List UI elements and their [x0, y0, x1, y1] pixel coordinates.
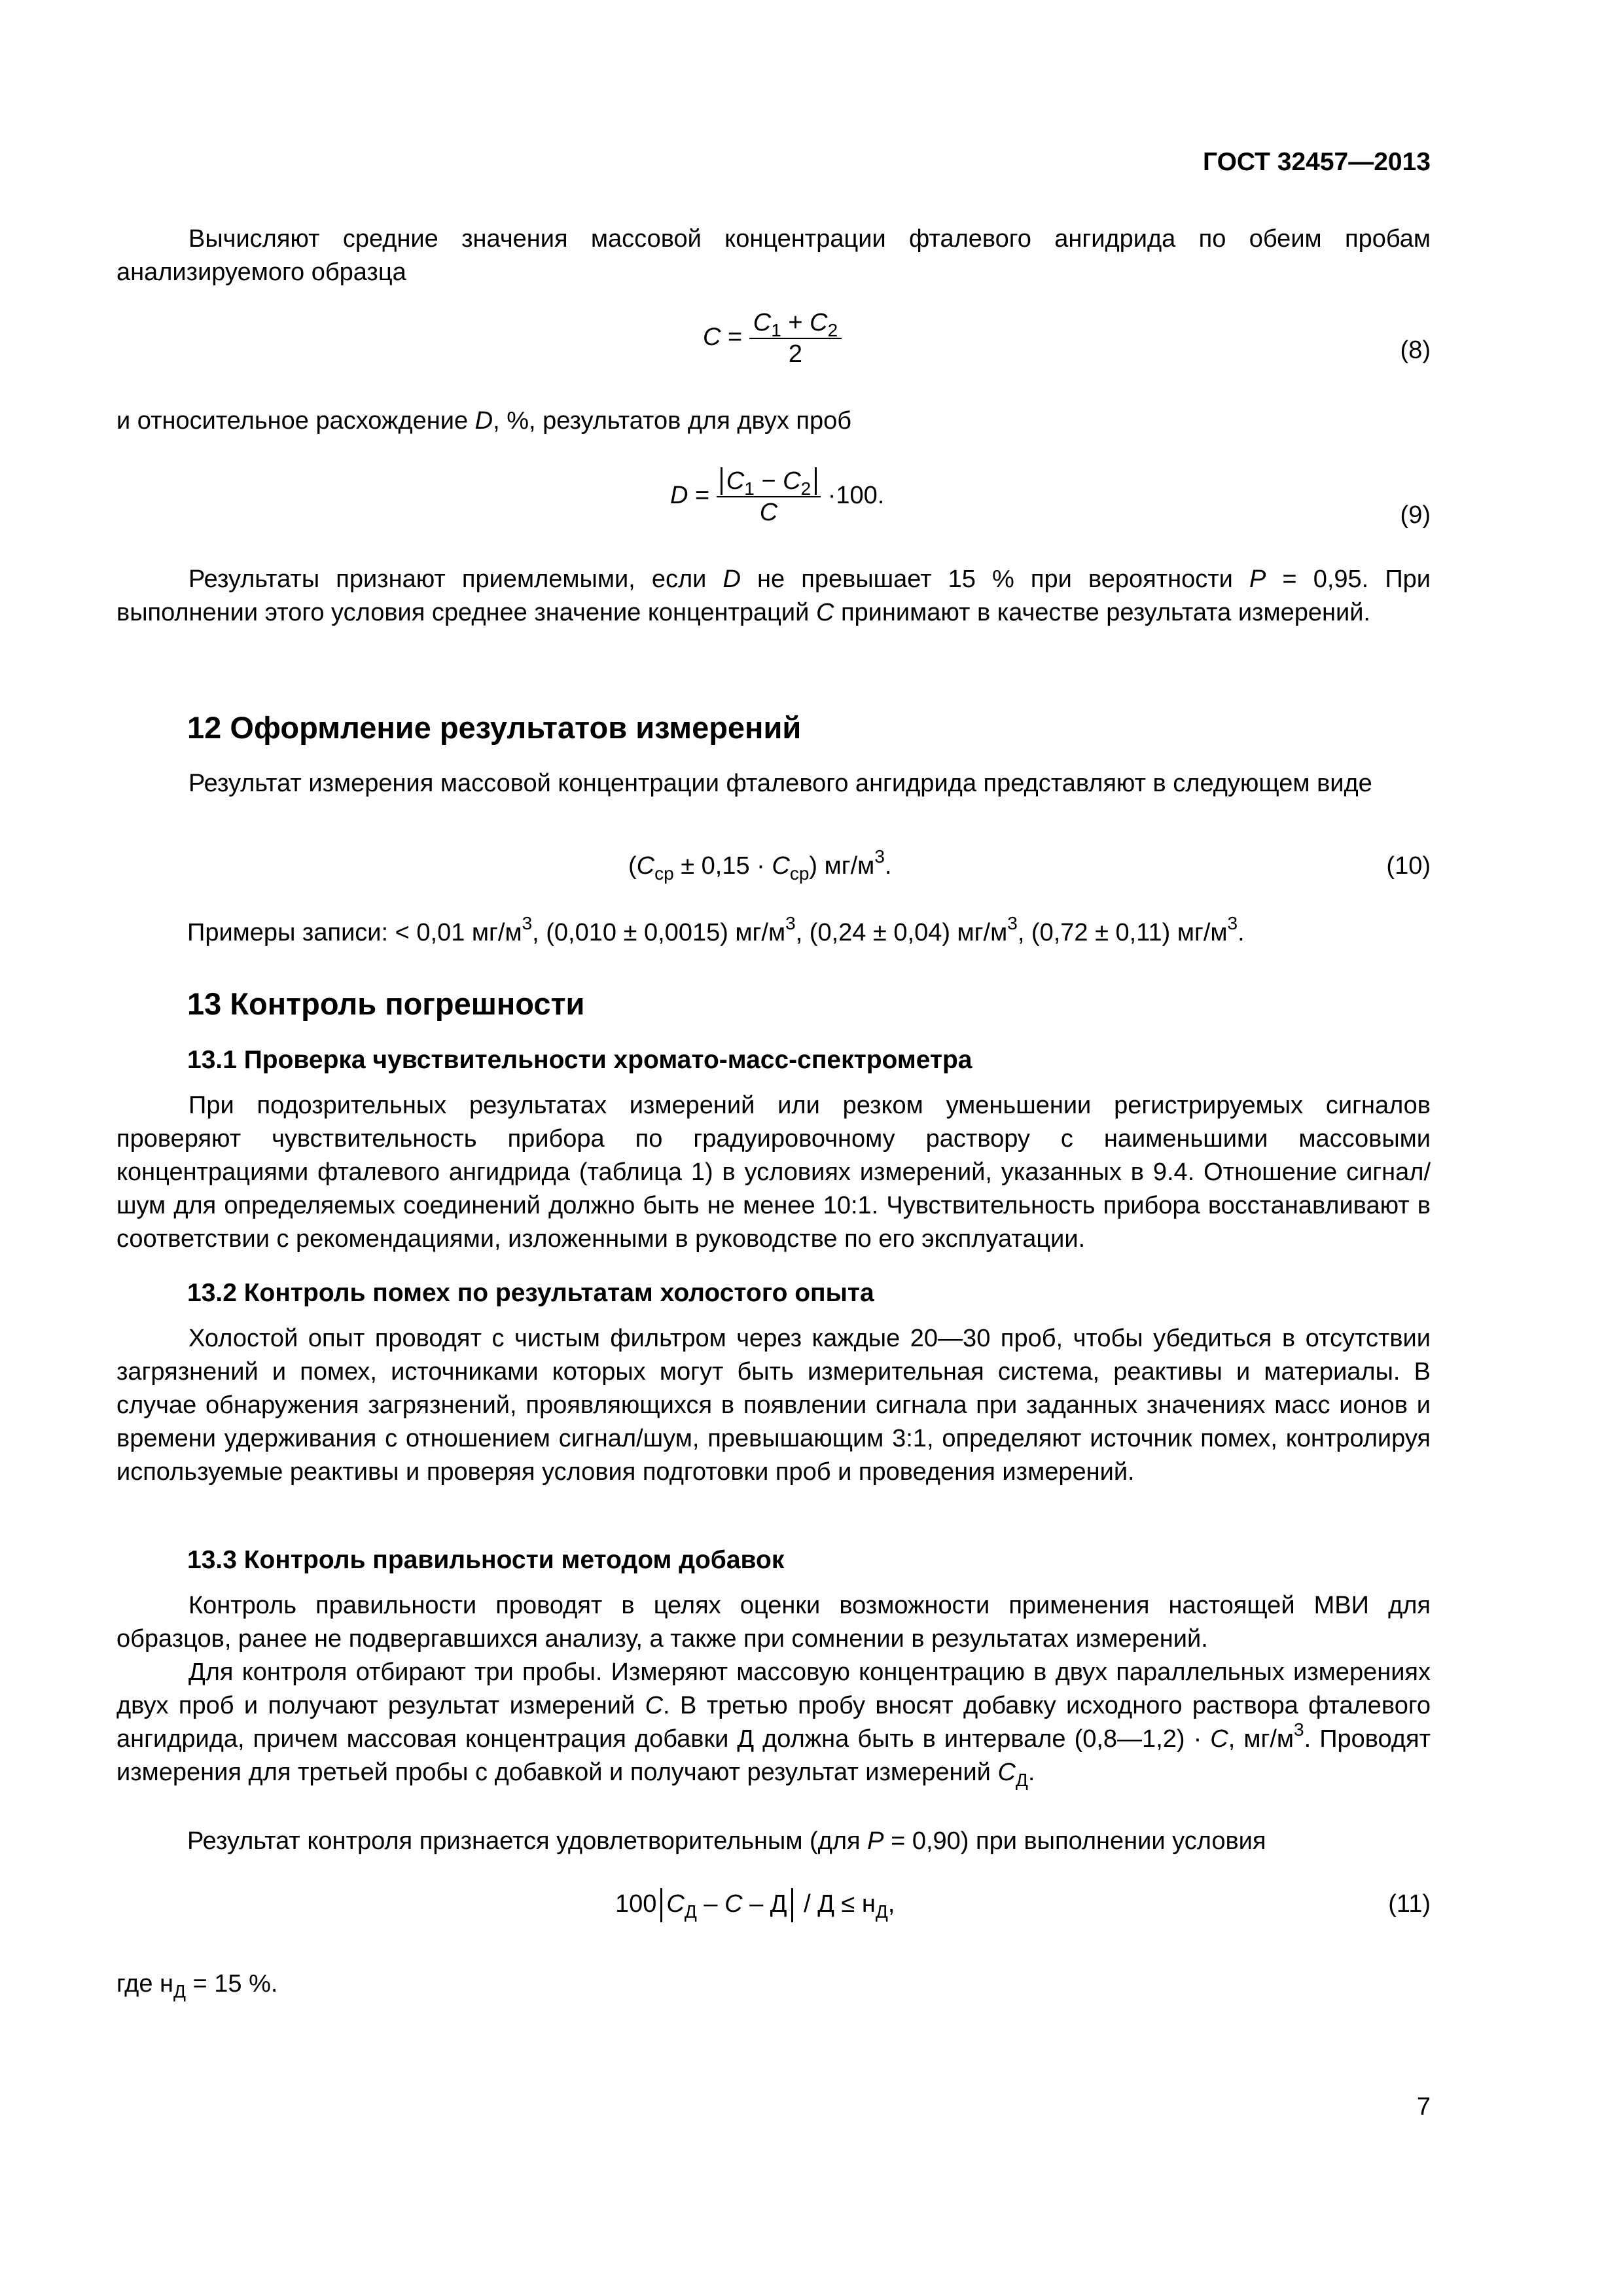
formula-11-number: (11) — [1388, 1890, 1431, 1918]
formula-9-denominator: C — [759, 499, 778, 526]
formula-10-c1: C — [636, 852, 655, 880]
formula-9-minus: − — [754, 467, 783, 495]
formula-11-pre: 100 — [615, 1890, 657, 1918]
intro-paragraph: Вычисляют средние значения массовой концентрации фталевого ангидрида по обеим пробам анализируемого образца — [116, 225, 1431, 286]
formula-10-mid: ± 0,15 · — [673, 852, 772, 880]
formula-10-number: (10) — [1386, 852, 1431, 880]
p2-sub: Д — [1015, 1770, 1028, 1790]
formula-11-c1: C — [666, 1890, 685, 1918]
formula-11 — [615, 1888, 895, 1922]
formula-11-sub1: Д — [684, 1901, 697, 1922]
where-clause — [116, 1967, 277, 2001]
formula-10-close: ) мг/м — [809, 852, 875, 880]
section-12-paragraph: Результат измерения массовой концентрации фталевого ангидрида представляют в следующем виде — [188, 770, 1372, 797]
acceptance-paragraph — [116, 563, 1431, 630]
formula-8-fraction — [749, 308, 842, 369]
formula-10-sup: 3 — [874, 846, 885, 867]
formula-9-sub2: 2 — [800, 478, 812, 499]
formula-8-numerator — [749, 308, 842, 339]
formula-10-sub2: ср — [789, 863, 810, 884]
formula-11-bar-left — [660, 1888, 662, 1922]
formula-8-number: (8) — [1400, 336, 1431, 364]
p3-t2: = 0,90) при выполнении условия — [883, 1827, 1266, 1855]
intro-2-text-a: и относительное расхождение — [116, 407, 475, 435]
formula-10-sub1: ср — [654, 863, 674, 884]
formula-9-abs — [721, 467, 817, 499]
section-12-heading: 12 Оформление результатов измерений — [187, 710, 802, 745]
acceptance-t4: принимают в качестве результата измерений. — [834, 599, 1370, 626]
example-4: , (0,72 ± 0,11) мг/м — [1017, 919, 1228, 946]
subsection-13-3-paragraph-1: Контроль правильности проводят в целях оценки возможности применения настоящей МВИ для образцов, ранее не подвергавшихся анализу, а также при сомнении в результатах измерений. — [116, 1592, 1431, 1653]
where-t1: где н — [116, 1970, 174, 1998]
formula-10 — [628, 846, 892, 884]
example-3-sup: 3 — [1007, 913, 1018, 933]
formula-11-end: , — [887, 1890, 895, 1918]
formula-10-c2: C — [772, 852, 790, 880]
example-2: , (0,010 ± 0,0015) мг/м — [532, 919, 786, 946]
subsection-13-3-heading: 13.3 Контроль правильности методом добавок — [187, 1546, 785, 1574]
p2-sup: 3 — [1294, 1719, 1304, 1740]
section-13-heading: 13 Контроль погрешности — [187, 986, 585, 1021]
formula-8-plus: + — [781, 309, 810, 336]
formula-9-fraction — [717, 466, 821, 528]
formula-8-lhs: C — [703, 323, 721, 351]
example-4-sup: 3 — [1227, 913, 1238, 933]
intro-2-var: D — [474, 407, 493, 435]
subsection-13-3-paragraph-2 — [116, 1656, 1431, 1789]
formula-11-post: / Д ≤ н — [796, 1890, 876, 1918]
intro-paragraph-2 — [116, 404, 1431, 438]
formula-9-eq: = — [695, 482, 710, 510]
p2-t1: Для контроля отбирают три пробы. Измеряют массовую концентрацию в двух параллельных измерениях двух проб и получают результат измерений — [116, 1659, 1431, 1719]
intro-2-text-b: , %, результатов для двух проб — [493, 407, 852, 435]
where-sub: Д — [173, 1981, 186, 2001]
page-number: 7 — [1416, 2093, 1431, 2121]
subsection-13-1-paragraph: При подозрительных результатах измерений или резком уменьшении регистрируемых сигналов проверяют чувствительность прибора по градуировочному раствору с наименьшими массовыми концентрациями фталевого ангидрида (таблица 1) в условиях измерений, указанных в 9.4. Отношение сигнал/шум для определяемых соединений должно быть не менее 10:1. Чувствительность прибора восстанавливают в соответствии с рекомендациями, изложенными в руководстве по его эксплуатации. — [116, 1092, 1431, 1253]
formula-9-tail: ·100. — [827, 482, 885, 510]
acceptance-t3: = 0,95. При выполнении этого условия среднее значение концентраций — [116, 565, 1431, 626]
formula-8-c2: C — [810, 309, 828, 336]
examples-line — [187, 913, 1245, 950]
p2-t5: . — [1027, 1759, 1035, 1786]
formula-11-bar-right — [791, 1888, 793, 1922]
formula-8-sub1: 1 — [771, 320, 781, 340]
formula-10-end: . — [884, 852, 892, 880]
formula-9-sub1: 1 — [744, 478, 755, 499]
subsection-13-2-heading: 13.2 Контроль помех по результатам холостого опыта — [187, 1279, 874, 1307]
formula-11-mid1: – — [696, 1890, 725, 1918]
example-1: Примеры записи: < 0,01 мг/м — [187, 919, 522, 946]
document-code: ГОСТ 32457—2013 — [1203, 148, 1431, 176]
formula-8-eq: = — [728, 323, 743, 351]
p3-v1: P — [867, 1827, 884, 1855]
formula-9-number: (9) — [1400, 501, 1431, 529]
where-t2: = 15 %. — [185, 1970, 278, 1998]
example-1-sup: 3 — [522, 913, 533, 933]
subsection-13-2-paragraph: Холостой опыт проводят с чистым фильтром через каждые 20—30 проб, чтобы убедиться в отсутствии загрязнений и помех, источниками которых могут быть измерительная система, реактивы и материалы. В случае обнаружения загрязнений, проявляющихся в появлении сигнала при заданных значениях масс ионов и времени удерживания с отношением сигнал/шум, превышающим 3:1, определяют источник помех, контролируя используемые реактивы и проверяя условия подготовки проб и проведения измерений. — [116, 1325, 1431, 1486]
formula-8-c1: C — [753, 309, 772, 336]
formula-9-numerator — [717, 466, 821, 497]
formula-9-lhs: D — [670, 482, 688, 510]
acceptance-t1: Результаты признают приемлемыми, если — [188, 565, 723, 593]
p2-v2: C — [1210, 1725, 1228, 1753]
p2-v3: C — [997, 1759, 1016, 1786]
formula-11-mid2: – Д — [742, 1890, 787, 1918]
p3-t1: Результат контроля признается удовлетворительным (для — [187, 1827, 868, 1855]
p2-v1: C — [645, 1692, 664, 1719]
formula-9-c1: C — [726, 467, 745, 495]
example-3: , (0,24 ± 0,04) мг/м — [795, 919, 1008, 946]
formula-9 — [670, 466, 884, 528]
formula-8-sub2: 2 — [827, 320, 838, 340]
example-2-sup: 3 — [785, 913, 796, 933]
acceptance-t2: не превышает 15 % при вероятности — [740, 565, 1249, 593]
formula-9-c2: C — [783, 467, 801, 495]
formula-11-c2: C — [724, 1890, 743, 1918]
p2-t4: . Проводят измерения для третьей пробы с добавкой и получают результат измерений — [116, 1725, 1431, 1786]
p2-t3: , мг/м — [1228, 1725, 1294, 1753]
acceptance-v3: C — [815, 599, 834, 626]
p2-t2: . В третью пробу вносят добавку исходного раствора фталевого ангидрида, причем массовая концентрация добавки Д должна быть в интервале (0,8—1,2) · — [116, 1692, 1431, 1753]
subsection-13-3-paragraph-3 — [187, 1825, 1266, 1858]
formula-11-sub2: Д — [875, 1901, 888, 1922]
example-end: . — [1238, 919, 1245, 946]
subsection-13-1-heading: 13.1 Проверка чувствительности хромато-масс-спектрометра — [187, 1046, 972, 1074]
formula-8-denominator: 2 — [788, 340, 803, 368]
acceptance-v1: D — [722, 565, 741, 593]
formula-8 — [703, 308, 842, 369]
acceptance-v2: P — [1249, 565, 1266, 593]
formula-10-open: ( — [628, 852, 637, 880]
